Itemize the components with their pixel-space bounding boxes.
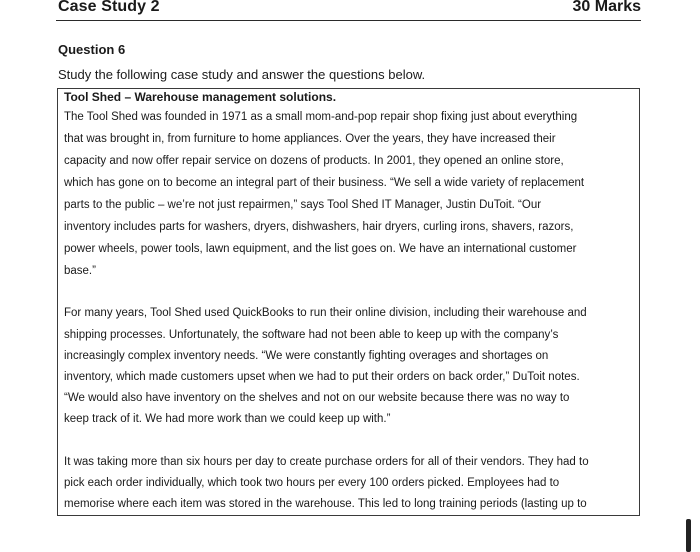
- case-line: inventory includes parts for washers, dryers, dishwashers, hair dryers, curling irons, shavers, razors,: [64, 221, 574, 233]
- case-line: memorise where each item was stored in the warehouse. This led to long training periods (lasting up to: [64, 498, 587, 510]
- case-line: shipping processes. Unfortunately, the software had not been able to keep up with the company’s: [64, 329, 559, 341]
- case-line: increasingly complex inventory needs. “We were constantly fighting overages and shortages on: [64, 350, 549, 362]
- case-line: keep track of it. We had more work than we could keep up with.”: [64, 413, 391, 425]
- case-study-header: [56, 0, 641, 21]
- question-label: Question 6: [58, 42, 126, 57]
- case-line: For many years, Tool Shed used QuickBooks to run their online division, including their warehouse and: [64, 307, 587, 319]
- scrollbar-thumb[interactable]: [686, 519, 691, 552]
- case-line: base.”: [64, 265, 96, 277]
- question-instruction: Study the following case study and answer the questions below.: [58, 67, 426, 82]
- case-line: capacity and now offer repair service on dozens of products. In 2001, they opened an online store,: [64, 155, 564, 167]
- case-line: “We would also have inventory on the shelves and not on our website because there was no way to: [64, 392, 570, 404]
- case-line: The Tool Shed was founded in 1971 as a small mom-and-pop repair shop fixing just about everything: [64, 111, 578, 123]
- case-line: power wheels, power tools, lawn equipment, and the list goes on. We have an international customer: [64, 243, 577, 255]
- case-line: It was taking more than six hours per day to create purchase orders for all of their vendors. They had to: [64, 456, 589, 468]
- case-line: inventory, which made customers upset when we had to put their orders on back order,” DuToit notes.: [64, 371, 580, 383]
- case-line: parts to the public – we’re not just repairmen,” says Tool Shed IT Manager, Justin DuToit. “Our: [64, 199, 542, 211]
- case-study-title: Case Study 2: [58, 0, 160, 15]
- case-line: which has gone on to become an integral part of their business. “We sell a wide variety of replacement: [64, 177, 585, 189]
- marks-label: 30 Marks: [572, 0, 641, 15]
- case-line: pick each order individually, which took two hours per every 100 orders picked. Employees had to: [64, 477, 560, 489]
- case-line: that was brought in, from furniture to home appliances. Over the years, they have increased their: [64, 133, 556, 145]
- case-heading: Tool Shed – Warehouse management solutions.: [64, 90, 337, 104]
- case-study-box: [57, 88, 640, 516]
